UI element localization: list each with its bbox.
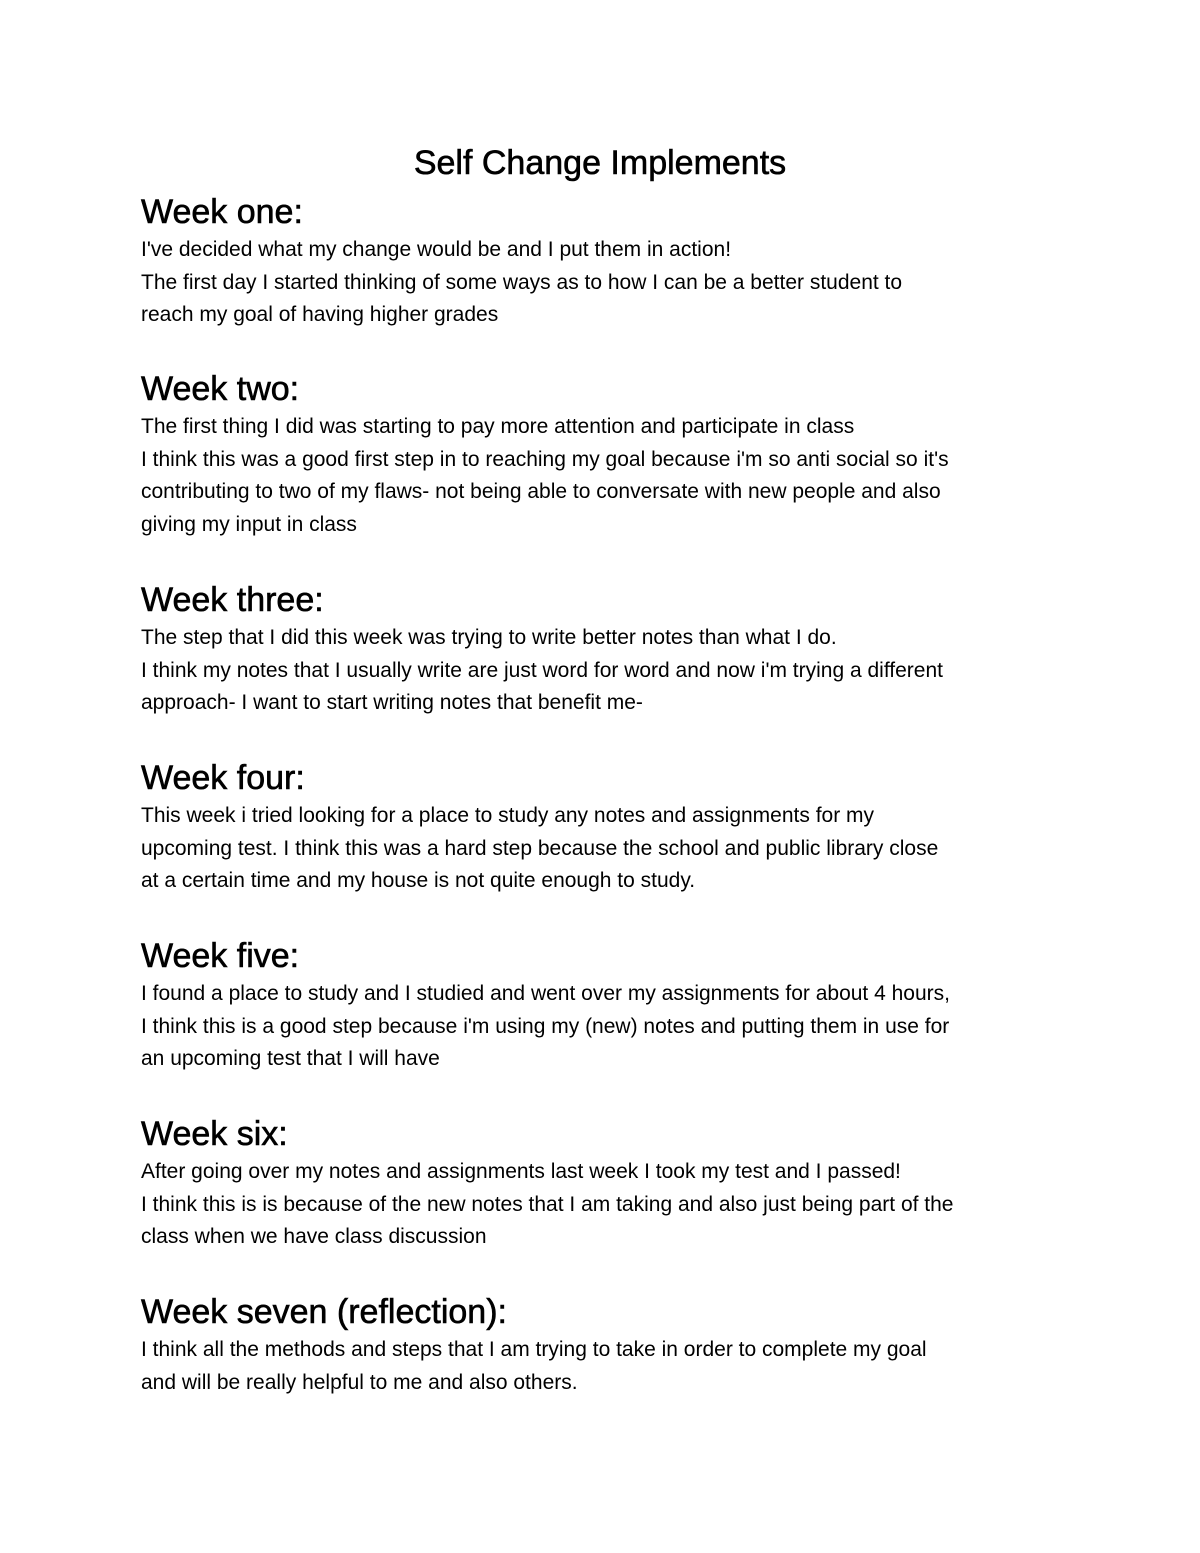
body-line: This week i tried looking for a place to study any notes and assignments for my: [141, 804, 875, 827]
document-title: Self Change Implements: [413, 144, 787, 182]
section-heading: Week one:: [141, 193, 303, 231]
section-week-six: [141, 1112, 1071, 1254]
section-week-one: [141, 190, 1071, 332]
body-line: The step that I did this week was trying to write better notes than what I do.: [141, 626, 837, 649]
section-body: [141, 234, 1071, 332]
section-body: [141, 800, 1071, 898]
body-line: reach my goal of having higher grades: [141, 303, 499, 327]
body-line: I found a place to study and I studied and went over my assignments for about 4 hours,: [141, 982, 950, 1005]
body-line: approach- I want to start writing notes that benefit me-: [141, 691, 643, 715]
section-body: [141, 622, 1071, 720]
body-line: The first day I started thinking of some ways as to how I can be a better student to: [141, 270, 903, 294]
body-line: I think this was a good first step in to reaching my goal because i'm so anti social so it's: [141, 447, 949, 471]
section-heading: Week five:: [141, 937, 300, 975]
section-heading: Week two:: [141, 370, 300, 408]
section-week-four: [141, 756, 1071, 898]
section-week-two: [141, 367, 1071, 541]
body-line: After going over my notes and assignments last week I took my test and I passed!: [141, 1160, 901, 1183]
body-line: The first thing I did was starting to pay more attention and participate in class: [141, 415, 855, 438]
body-line: I think my notes that I usually write are just word for word and now i'm trying a different: [141, 658, 943, 682]
body-line: and will be really helpful to me and also others.: [141, 1370, 578, 1394]
body-line: I think this is a good step because i'm using my (new) notes and putting them in use for: [141, 1014, 950, 1038]
body-line: class when we have class discussion: [141, 1225, 487, 1249]
section-heading: Week seven (reflection):: [141, 1293, 507, 1331]
section-week-five: [141, 934, 1071, 1076]
section-week-three: [141, 578, 1071, 720]
section-body: [141, 411, 1071, 541]
section-body: [141, 978, 1071, 1076]
body-line: upcoming test. I think this was a hard step because the school and public library close: [141, 836, 939, 860]
section-week-seven: [141, 1290, 1071, 1399]
section-heading: Week six:: [141, 1115, 288, 1153]
body-line: an upcoming test that I will have: [141, 1047, 440, 1071]
section-body: [141, 1156, 1071, 1254]
body-line: giving my input in class: [141, 512, 357, 536]
body-line: I think all the methods and steps that I am trying to take in order to complete my goal: [141, 1338, 927, 1361]
body-line: at a certain time and my house is not quite enough to study.: [141, 869, 696, 893]
body-line: I think this is is because of the new notes that I am taking and also just being part of the: [141, 1192, 954, 1216]
body-line: contributing to two of my flaws- not being able to conversate with new people and also: [141, 480, 941, 504]
body-line: I've decided what my change would be and I put them in action!: [141, 238, 732, 261]
section-heading: Week four:: [141, 759, 305, 797]
section-body: [141, 1334, 1071, 1399]
section-heading: Week three:: [141, 581, 324, 619]
